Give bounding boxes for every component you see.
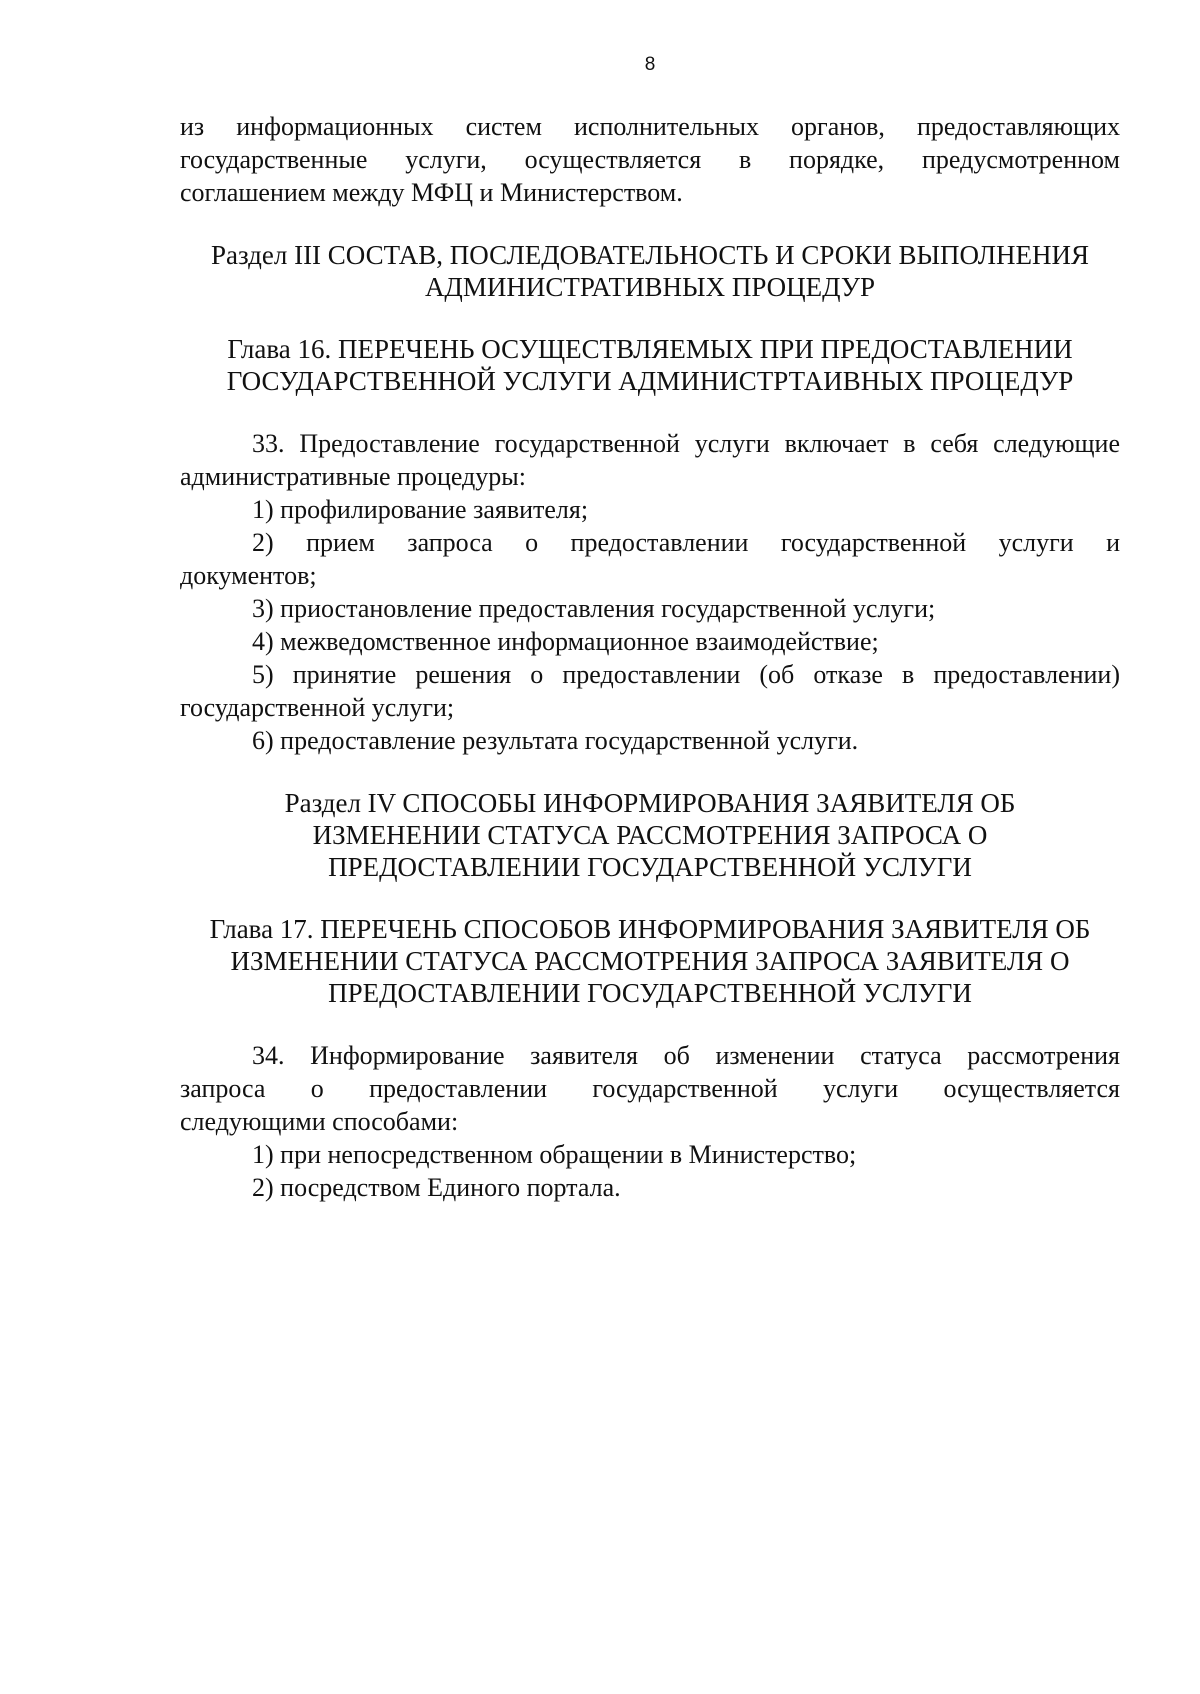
paragraph-34-line-2: запроса о предоставлении государственной услуги осуществляется [180,1074,1120,1103]
section-4-title-line-1: Раздел IV СПОСОБЫ ИНФОРМИРОВАНИЯ ЗАЯВИТЕЛЯ ОБ [284,788,1016,818]
chapter-17-title-line-3: ПРЕДОСТАВЛЕНИИ ГОСУДАРСТВЕННОЙ УСЛУГИ [328,978,972,1008]
intro-line-3: соглашением между МФЦ и Министерством. [180,178,683,207]
paragraph-33-item-5: 5) принятие решения о предоставлении (об отказе в предоставлении) [252,660,1120,689]
paragraph-34-item-1: 1) при непосредственном обращении в Министерство; [252,1140,857,1169]
paragraph-33-line-1: 33. Предоставление государственной услуги включает в себя следующие [252,429,1120,458]
paragraph-33-item-4: 4) межведомственное информационное взаимодействие; [252,627,879,656]
paragraph-34-line-1: 34. Информирование заявителя об изменении статуса рассмотрения [252,1041,1120,1070]
chapter-16-title-line-2: ГОСУДАРСТВЕННОЙ УСЛУГИ АДМИНИСТРТАИВНЫХ ПРОЦЕДУР [226,366,1074,396]
chapter-17-title-line-2: ИЗМЕНЕНИИ СТАТУСА РАССМОТРЕНИЯ ЗАПРОСА ЗАЯВИТЕЛЯ О [230,946,1070,976]
chapter-17-title [180,913,1120,1009]
page-number: 8 [644,54,656,75]
paragraph-34 [180,1039,1120,1204]
paragraph-33-item-2: 2) прием запроса о предоставлении государственной услуги и [252,528,1120,557]
paragraph-33-item-5-cont: государственной услуги; [180,693,455,722]
section-4-title-line-3: ПРЕДОСТАВЛЕНИИ ГОСУДАРСТВЕННОЙ УСЛУГИ [328,852,972,882]
chapter-16-title-line-1: Глава 16. ПЕРЕЧЕНЬ ОСУЩЕСТВЛЯЕМЫХ ПРИ ПРЕДОСТАВЛЕНИИ [227,334,1073,364]
section-4-title [180,787,1120,883]
paragraph-34-line-3: следующими способами: [180,1107,459,1136]
paragraph-33-item-1: 1) профилирование заявителя; [252,495,589,524]
intro-line-1: из информационных систем исполнительных органов, предоставляющих [180,112,1120,141]
section-3-title-line-2: АДМИНИСТРАТИВНЫХ ПРОЦЕДУР [424,272,876,302]
section-3-title [180,239,1120,303]
section-4-title-line-2: ИЗМЕНЕНИИ СТАТУСА РАССМОТРЕНИЯ ЗАПРОСА О [312,820,988,850]
document-body [180,110,1120,1204]
section-3-title-line-1: Раздел III СОСТАВ, ПОСЛЕДОВАТЕЛЬНОСТЬ И СРОКИ ВЫПОЛНЕНИЯ [210,240,1090,270]
paragraph-33-item-2-cont: документов; [180,561,317,590]
intro-paragraph [180,110,1120,209]
chapter-16-title [180,333,1120,397]
paragraph-33-item-6: 6) предоставление результата государственной услуги. [252,726,859,755]
paragraph-34-item-2: 2) посредством Единого портала. [252,1173,621,1202]
chapter-17-title-line-1: Глава 17. ПЕРЕЧЕНЬ СПОСОБОВ ИНФОРМИРОВАНИЯ ЗАЯВИТЕЛЯ ОБ [209,914,1091,944]
paragraph-33 [180,427,1120,757]
paragraph-33-item-3: 3) приостановление предоставления государственной услуги; [252,594,936,623]
intro-line-2: государственные услуги, осуществляется в порядке, предусмотренном [180,145,1120,174]
paragraph-33-line-2: административные процедуры: [180,462,526,491]
